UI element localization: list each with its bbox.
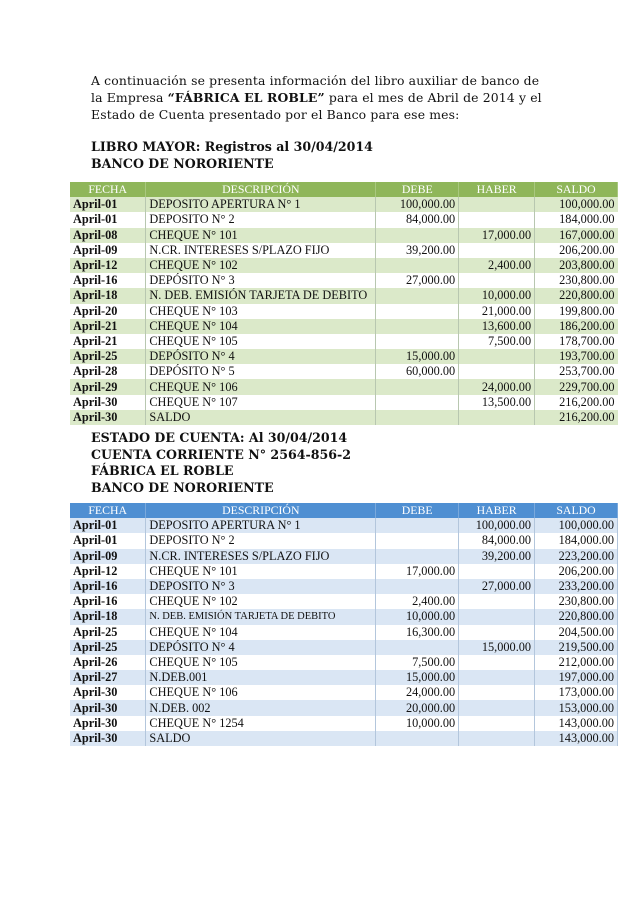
- cell-descripcion: DEPOSITO APERTURA N° 1: [146, 518, 376, 533]
- cell-saldo: 173,000.00: [535, 685, 618, 700]
- cell-saldo: 184,000.00: [559, 212, 615, 227]
- cell-debe: [376, 228, 459, 243]
- cell-descripcion: CHEQUE N° 1254: [146, 716, 376, 731]
- table-row: [70, 564, 618, 579]
- cell-saldo: 143,000.00: [535, 731, 618, 746]
- cell-saldo: 199,800.00: [559, 303, 615, 318]
- cell-fecha: April-25: [70, 625, 146, 640]
- cell-saldo: 223,200.00: [535, 549, 618, 564]
- statement-table: [70, 503, 618, 746]
- cell-haber: [459, 700, 535, 715]
- ledger-heading: [91, 139, 373, 172]
- cell-saldo: 167,000.00: [559, 227, 615, 242]
- cell-debe: [376, 518, 459, 533]
- cell-saldo: 153,000.00: [535, 700, 618, 715]
- cell-descripcion: DEPÓSITO N° 4: [146, 349, 376, 364]
- cell-descripcion: N.CR. INTERESES S/PLAZO FIJO: [146, 549, 376, 564]
- cell-debe: [376, 410, 459, 425]
- cell-debe: 15,000.00: [376, 349, 459, 364]
- table-row: [70, 579, 618, 594]
- cell-descripcion: CHEQUE N° 106: [146, 685, 376, 700]
- cell-descripcion: N.CR. INTERESES S/PLAZO FIJO: [146, 243, 376, 258]
- table-row: [70, 625, 618, 640]
- cell-haber: [459, 731, 535, 746]
- cell-saldo: 220,800.00: [559, 288, 615, 303]
- cell-debe: 24,000.00: [376, 685, 459, 700]
- cell-debe: 27,000.00: [376, 273, 459, 288]
- cell-fecha: April-25: [70, 349, 146, 364]
- statement-body: [70, 518, 618, 746]
- table-row: [70, 594, 618, 609]
- col-fecha: FECHA: [70, 503, 146, 518]
- cell-descripcion: DEPOSITO N° 2: [146, 212, 376, 227]
- cell-descripcion: CHEQUE N° 101: [146, 228, 376, 243]
- cell-fecha: April-01: [70, 533, 146, 548]
- cell-fecha: April-29: [70, 379, 146, 394]
- table-row: [70, 700, 618, 715]
- intro-paragraph: [91, 72, 571, 124]
- cell-saldo: 143,000.00: [535, 716, 618, 731]
- cell-fecha: April-30: [70, 685, 146, 700]
- table-row: [70, 364, 618, 379]
- table-row: [70, 716, 618, 731]
- cell-fecha: April-21: [70, 319, 146, 334]
- cell-descripcion: CHEQUE N° 103: [146, 304, 376, 319]
- cell-haber: 15,000.00: [459, 640, 535, 655]
- cell-saldo: 230,800.00: [559, 273, 615, 288]
- cell-debe: [376, 288, 459, 303]
- col-haber: HABER: [459, 503, 535, 518]
- cell-fecha: April-12: [70, 564, 146, 579]
- cell-debe: [376, 319, 459, 334]
- cell-descripcion: SALDO: [146, 731, 376, 746]
- ledger-header-row: [70, 182, 618, 197]
- ledger-body: [70, 197, 618, 425]
- table-row: [70, 243, 618, 258]
- cell-descripcion: SALDO: [146, 410, 376, 425]
- cell-saldo: 197,000.00: [535, 670, 618, 685]
- cell-descripcion: N. DEB. EMISIÓN TARJETA DE DEBITO: [146, 288, 376, 303]
- cell-descripcion: N. DEB. EMISIÓN TARJETA DE DEBITO: [146, 609, 376, 624]
- intro-line-1: A continuación se presenta información del libro auxiliar de banco de: [91, 73, 540, 88]
- table-row: [70, 212, 618, 227]
- cell-fecha: April-30: [70, 700, 146, 715]
- col-saldo: SALDO: [535, 503, 618, 518]
- cell-descripcion: CHEQUE N° 104: [146, 625, 376, 640]
- cell-saldo: 220,800.00: [535, 609, 618, 624]
- cell-haber: [459, 212, 535, 227]
- cell-debe: 17,000.00: [376, 564, 459, 579]
- cell-debe: [376, 640, 459, 655]
- table-row: [70, 304, 618, 319]
- statement-header-row: [70, 503, 618, 518]
- cell-haber: 17,000.00: [459, 228, 535, 243]
- cell-haber: [459, 625, 535, 640]
- cell-fecha: April-08: [70, 228, 146, 243]
- table-row: [70, 731, 618, 746]
- cell-haber: [459, 670, 535, 685]
- cell-fecha: April-27: [70, 670, 146, 685]
- cell-fecha: April-01: [70, 197, 146, 212]
- cell-fecha: April-28: [70, 364, 146, 379]
- col-descripcion: DESCRIPCIÓN: [146, 182, 376, 197]
- company-name: “FÁBRICA EL ROBLE”: [167, 90, 325, 106]
- col-haber: HABER: [459, 182, 535, 197]
- cell-debe: 16,300.00: [376, 625, 459, 640]
- intro-line-3: Estado de Cuenta presentado por el Banco para ese mes:: [91, 107, 460, 123]
- cell-debe: [376, 579, 459, 594]
- statement-heading: [91, 430, 351, 496]
- cell-debe: 10,000.00: [376, 716, 459, 731]
- cell-fecha: April-30: [70, 731, 146, 746]
- cell-fecha: April-21: [70, 334, 146, 349]
- cell-saldo: 216,200.00: [559, 394, 615, 409]
- cell-descripcion: CHEQUE N° 105: [146, 334, 376, 349]
- cell-haber: [459, 410, 535, 425]
- table-row: [70, 640, 618, 655]
- cell-saldo: 233,200.00: [535, 579, 618, 594]
- cell-haber: [459, 197, 535, 212]
- col-descripcion: DESCRIPCIÓN: [146, 503, 376, 518]
- table-row: [70, 609, 618, 624]
- cell-saldo: 206,200.00: [535, 564, 618, 579]
- cell-haber: [459, 243, 535, 258]
- cell-haber: [459, 655, 535, 670]
- cell-saldo: 100,000.00: [559, 197, 615, 212]
- table-row: [70, 349, 618, 364]
- cell-haber: 10,000.00: [459, 288, 535, 303]
- statement-account: CUENTA CORRIENTE N° 2564-856-2: [91, 446, 351, 462]
- cell-saldo: 193,700.00: [559, 349, 615, 364]
- cell-haber: [459, 349, 535, 364]
- cell-fecha: April-09: [70, 549, 146, 564]
- table-row: [70, 258, 618, 273]
- cell-fecha: April-30: [70, 395, 146, 410]
- table-row: [70, 518, 618, 533]
- cell-debe: 100,000.00: [376, 197, 459, 212]
- table-row: [70, 685, 618, 700]
- cell-descripcion: DEPOSITO N° 3: [146, 579, 376, 594]
- cell-haber: 39,200.00: [459, 549, 535, 564]
- cell-haber: 100,000.00: [459, 518, 535, 533]
- cell-descripcion: CHEQUE N° 105: [146, 655, 376, 670]
- col-saldo: SALDO: [535, 182, 618, 197]
- cell-descripcion: N.DEB. 002: [146, 700, 376, 715]
- table-row: [70, 655, 618, 670]
- cell-debe: [376, 533, 459, 548]
- cell-haber: [459, 564, 535, 579]
- table-row: [70, 334, 618, 349]
- table-row: [70, 379, 618, 394]
- cell-debe: 39,200.00: [376, 243, 459, 258]
- table-row: [70, 288, 618, 303]
- cell-descripcion: CHEQUE N° 101: [146, 564, 376, 579]
- cell-descripcion: CHEQUE N° 106: [146, 379, 376, 394]
- cell-fecha: April-01: [70, 212, 146, 227]
- table-row: [70, 228, 618, 243]
- ledger-title: LIBRO MAYOR: Registros al 30/04/2014: [91, 139, 373, 154]
- table-row: [70, 273, 618, 288]
- cell-saldo: 184,000.00: [535, 533, 618, 548]
- cell-fecha: April-09: [70, 243, 146, 258]
- cell-haber: 24,000.00: [459, 379, 535, 394]
- table-row: [70, 410, 618, 425]
- cell-descripcion: DEPÓSITO N° 4: [146, 640, 376, 655]
- cell-saldo: 178,700.00: [559, 333, 615, 348]
- cell-haber: 2,400.00: [459, 258, 535, 273]
- cell-debe: [376, 731, 459, 746]
- cell-saldo: 216,200.00: [559, 409, 615, 424]
- cell-haber: [459, 594, 535, 609]
- table-row: [70, 533, 618, 548]
- cell-descripcion: DEPÓSITO N° 5: [146, 364, 376, 379]
- cell-descripcion: CHEQUE N° 107: [146, 395, 376, 410]
- col-fecha: FECHA: [70, 182, 146, 197]
- cell-fecha: April-16: [70, 579, 146, 594]
- cell-debe: 10,000.00: [376, 609, 459, 624]
- cell-debe: [376, 549, 459, 564]
- cell-descripcion: DEPOSITO APERTURA N° 1: [146, 197, 376, 212]
- cell-haber: 21,000.00: [459, 304, 535, 319]
- intro-line-2: [91, 89, 571, 106]
- table-row: [70, 197, 618, 212]
- cell-debe: [376, 304, 459, 319]
- table-row: [70, 549, 618, 564]
- cell-debe: 15,000.00: [376, 670, 459, 685]
- cell-debe: 60,000.00: [376, 364, 459, 379]
- cell-fecha: April-18: [70, 609, 146, 624]
- statement-title: ESTADO DE CUENTA: Al 30/04/2014: [91, 430, 348, 445]
- cell-descripcion: CHEQUE N° 104: [146, 319, 376, 334]
- cell-haber: 7,500.00: [459, 334, 535, 349]
- cell-saldo: 204,500.00: [535, 625, 618, 640]
- intro-line-2-end: para el mes de Abril de 2014 y el: [324, 90, 542, 106]
- cell-descripcion: N.DEB.001: [146, 670, 376, 685]
- cell-haber: 13,500.00: [459, 395, 535, 410]
- cell-debe: [376, 334, 459, 349]
- cell-debe: 20,000.00: [376, 700, 459, 715]
- cell-fecha: April-26: [70, 655, 146, 670]
- ledger-table: [70, 182, 618, 425]
- col-debe: DEBE: [376, 182, 459, 197]
- cell-fecha: April-30: [70, 410, 146, 425]
- cell-debe: 2,400.00: [376, 594, 459, 609]
- cell-debe: 84,000.00: [376, 212, 459, 227]
- cell-haber: [459, 609, 535, 624]
- cell-fecha: April-12: [70, 258, 146, 273]
- cell-debe: 7,500.00: [376, 655, 459, 670]
- cell-fecha: April-20: [70, 304, 146, 319]
- cell-fecha: April-16: [70, 273, 146, 288]
- cell-saldo: 212,000.00: [535, 655, 618, 670]
- table-row: [70, 395, 618, 410]
- cell-fecha: April-01: [70, 518, 146, 533]
- cell-fecha: April-25: [70, 640, 146, 655]
- ledger-bank: BANCO DE NORORIENTE: [91, 155, 274, 171]
- cell-haber: 84,000.00: [459, 533, 535, 548]
- cell-haber: 13,600.00: [459, 319, 535, 334]
- cell-haber: [459, 364, 535, 379]
- cell-fecha: April-16: [70, 594, 146, 609]
- cell-haber: 27,000.00: [459, 579, 535, 594]
- statement-bank: BANCO DE NORORIENTE: [91, 479, 274, 495]
- cell-fecha: April-18: [70, 288, 146, 303]
- col-debe: DEBE: [376, 503, 459, 518]
- cell-haber: [459, 685, 535, 700]
- cell-saldo: 186,200.00: [559, 318, 615, 333]
- cell-descripcion: CHEQUE N° 102: [146, 258, 376, 273]
- cell-descripcion: DEPOSITO N° 2: [146, 533, 376, 548]
- statement-company: FÁBRICA EL ROBLE: [91, 463, 234, 478]
- cell-saldo: 206,200.00: [559, 242, 615, 257]
- cell-saldo: 230,800.00: [535, 594, 618, 609]
- cell-fecha: April-30: [70, 716, 146, 731]
- table-row: [70, 319, 618, 334]
- cell-saldo: 100,000.00: [535, 518, 618, 533]
- cell-descripcion: DEPÓSITO N° 3: [146, 273, 376, 288]
- cell-saldo: 253,700.00: [559, 364, 615, 379]
- cell-debe: [376, 258, 459, 273]
- cell-descripcion: CHEQUE N° 102: [146, 594, 376, 609]
- cell-saldo: 229,700.00: [559, 379, 615, 394]
- cell-saldo: 219,500.00: [535, 640, 618, 655]
- cell-debe: [376, 379, 459, 394]
- cell-debe: [376, 395, 459, 410]
- cell-haber: [459, 273, 535, 288]
- cell-haber: [459, 716, 535, 731]
- cell-saldo: 203,800.00: [559, 258, 615, 273]
- table-row: [70, 670, 618, 685]
- intro-line-2-start: la Empresa: [91, 90, 168, 106]
